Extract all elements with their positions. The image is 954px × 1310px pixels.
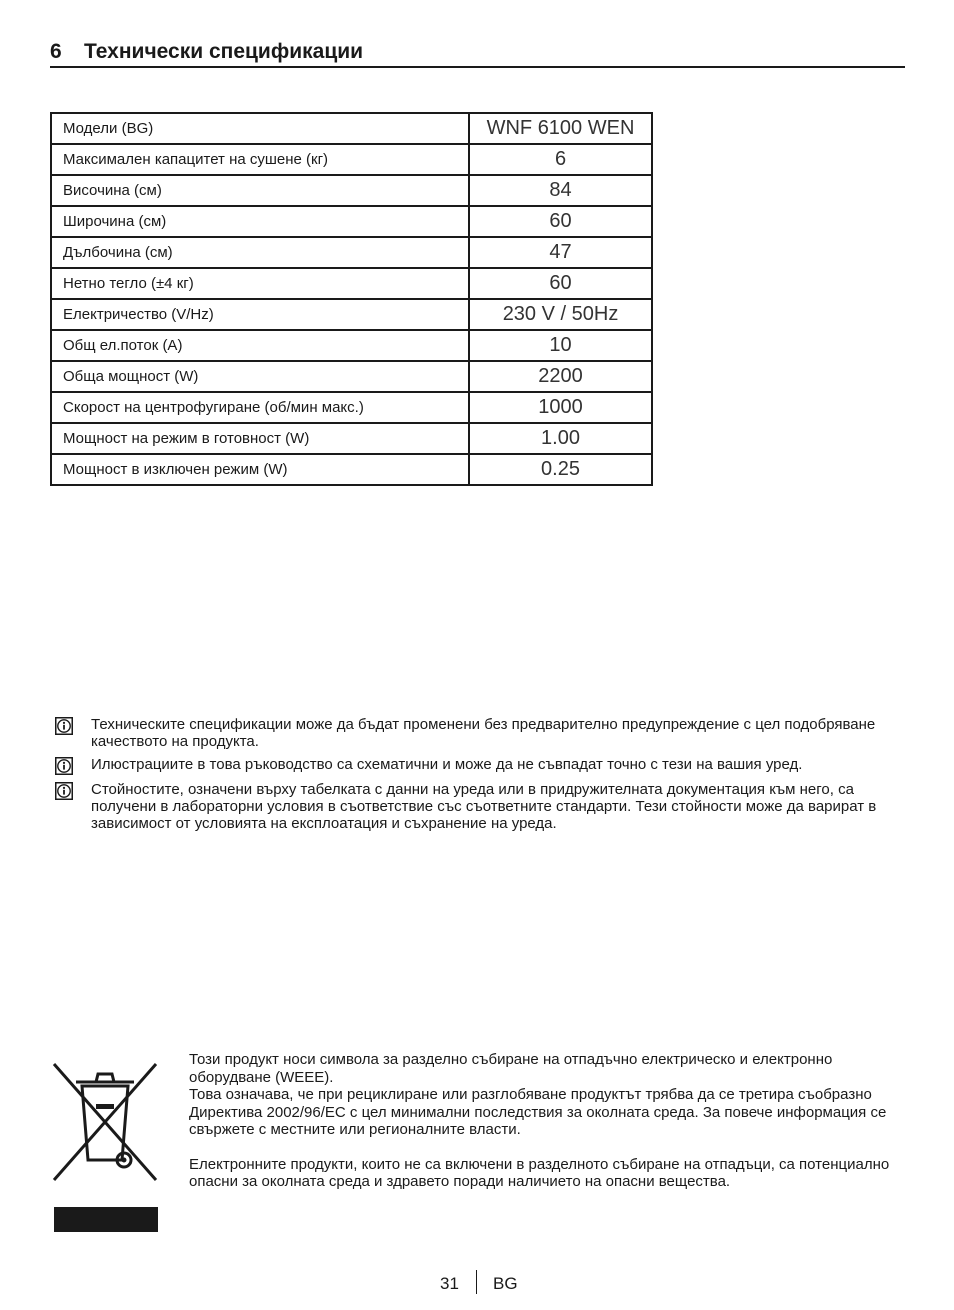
weee-marking-bar [54,1207,158,1232]
spec-value: 0.25 [469,454,652,485]
spec-label: Електричество (V/Hz) [51,299,469,330]
spec-value: 230 V / 50Hz [469,299,652,330]
spec-value: 60 [469,268,652,299]
footer-divider [476,1270,477,1294]
spec-row [51,268,652,299]
info-icon [55,782,73,800]
weee-paragraph: Електронните продукти, които не са включени в разделното събиране на отпадъци, са потенциално опасни за околната среда и здравето поради наличието на опасни вещества. [189,1155,890,1190]
note-item [55,781,915,832]
weee-paragraph: Това означава, че при рециклиране или разглобяване продуктът трябва да се третира съобразно Директива 2002/96/EC с цел минимални последствия за околната среда. За повече информация се свържете с местните или регионалните власти. [189,1086,887,1138]
spec-row [51,206,652,237]
spec-row [51,237,652,268]
spec-row [51,423,652,454]
specs-table [50,112,653,486]
spec-value: 10 [469,330,652,361]
spec-label: Обща мощност (W) [51,361,469,392]
spec-row [51,330,652,361]
note-text: Техническите спецификации може да бъдат променени без предварително предупреждение с цел подобряване качеството на продукта. [91,716,876,750]
spec-value: 47 [469,237,652,268]
spec-label: Мощност на режим в готовност (W) [51,423,469,454]
spec-row [51,454,652,485]
section-title: Технически спецификации [84,40,364,63]
spec-value: 84 [469,175,652,206]
note-item [55,756,915,775]
note-text: Илюстрациите в това ръководство са схематични и може да не съвпадат точно с тези на вашия уред. [91,756,803,773]
info-icon [55,717,73,735]
spec-value: WNF 6100 WEN [469,113,652,144]
crossed-bin-icon [52,1062,158,1182]
spec-row [51,144,652,175]
spec-value: 1.00 [469,423,652,454]
spec-row [51,361,652,392]
note-item [55,716,915,750]
note-text: Стойностите, означени върху табелката с данни на уреда или в придружителната документация към него, са получени в лабораторни условия в съответствие със съответните стандарти. Тези стойности може да варират в зависимост от условията на експлоатация и съхранение на уреда. [91,781,877,832]
spec-label: Общ ел.поток (A) [51,330,469,361]
section-heading [50,40,905,68]
weee-paragraph: Този продукт носи символа за разделно събиране на отпадъчно електрическо и електронно оборудване (WEEE). [189,1051,833,1086]
spec-value: 6 [469,144,652,175]
section-number: 6 [50,40,62,63]
weee-notice [189,1051,904,1191]
spec-label: Скорост на центрофугиране (об/мин макс.) [51,392,469,423]
info-icon [55,757,73,775]
spec-value: 1000 [469,392,652,423]
page-number: 31 [440,1274,459,1293]
spec-value: 60 [469,206,652,237]
spec-label: Широчина (см) [51,206,469,237]
spec-value: 2200 [469,361,652,392]
spec-row [51,113,652,144]
spec-row [51,175,652,206]
spec-label: Дълбочина (см) [51,237,469,268]
spec-label: Нетно тегло (±4 кг) [51,268,469,299]
spec-label: Мощност в изключен режим (W) [51,454,469,485]
spec-label: Модели (BG) [51,113,469,144]
spec-label: Височина (см) [51,175,469,206]
language-code: BG [493,1274,518,1293]
notes-list [55,716,915,838]
spec-row [51,299,652,330]
spec-row [51,392,652,423]
spec-label: Максимален капацитет на сушене (кг) [51,144,469,175]
page-footer [0,1270,954,1296]
